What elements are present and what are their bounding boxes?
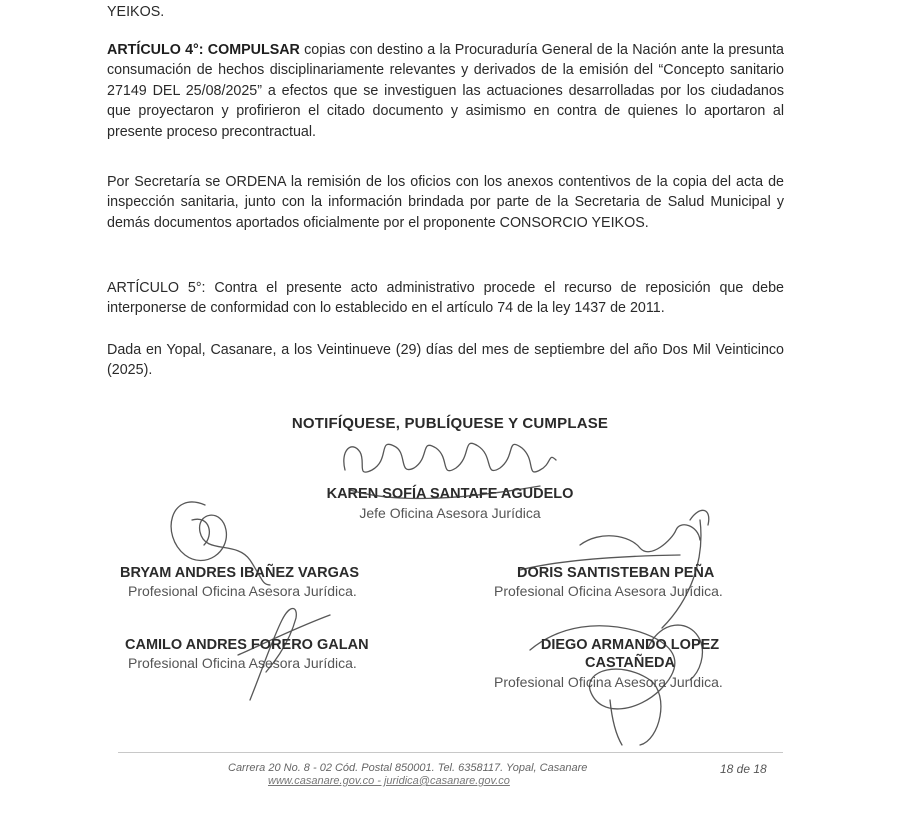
article-4-heading: ARTÍCULO 4°: bbox=[107, 42, 204, 58]
signatory-4-name-line1: DIEGO ARMANDO LOPEZ bbox=[540, 637, 720, 653]
chief-signature-stroke bbox=[344, 443, 556, 472]
signatory-3-role: Profesional Oficina Asesora Jurídica. bbox=[128, 655, 357, 671]
footer-divider bbox=[118, 752, 783, 753]
article-4-text: copias con destino a la Procuraduría General de la Nación ante la presunta consumación de hechos disciplinariamente relevantes y derivados de la emisión del “Concepto sanitario 27149 DEL 25/08/2025” a efectos que se investiguen las actuaciones desarrolladas por los ciudadanos que proyectaron y profirieron el citado documento y asimismo en contra de quienes lo aportaron al presente proceso precontractual. bbox=[107, 42, 784, 140]
secretaria-verb: ORDENA bbox=[225, 174, 286, 190]
top-fragment: YEIKOS. bbox=[107, 4, 165, 20]
signatory-1-name: BRYAM ANDRES IBAÑEZ VARGAS bbox=[120, 565, 360, 581]
article-4-verb: COMPULSAR bbox=[207, 42, 300, 58]
signatory-1-signature-tail bbox=[192, 519, 209, 545]
article-4 bbox=[107, 40, 784, 142]
signatory-1-role: Profesional Oficina Asesora Jurídica. bbox=[128, 583, 357, 599]
signatory-2-name: DORIS SANTISTEBAN PEÑA bbox=[517, 565, 715, 581]
signatory-2-role: Profesional Oficina Asesora Jurídica. bbox=[494, 583, 723, 599]
dada-paragraph: Dada en Yopal, Casanare, a los Veintinueve (29) días del mes de septiembre del año Dos Mil Veinticinco (2025). bbox=[107, 342, 784, 379]
footer-links[interactable]: www.casanare.gov.co - juridica@casanare.gov.co bbox=[268, 775, 510, 787]
article-5 bbox=[107, 278, 784, 319]
article-5-heading: ARTÍCULO 5°: bbox=[107, 280, 206, 296]
page-number: 18 de 18 bbox=[720, 762, 767, 776]
closing-formula: NOTIFÍQUESE, PUBLÍQUESE Y CUMPLASE bbox=[291, 415, 609, 432]
secretaria-paragraph: Por Secretaría se ORDENA la remisión de los oficios con los anexos contentivos de la copia del acta de inspección sanitaria, junto con la información brindada por parte de la Secretaria de Salud Municipal y demás documentos aportados oficialmente por el proponente CONSORCIO YEIKOS. bbox=[107, 174, 784, 231]
chief-name: KAREN SOFÍA SANTAFE AGUDELO bbox=[326, 486, 574, 502]
signatory-4-role: Profesional Oficina Asesora Jurídica. bbox=[494, 674, 723, 690]
article-5-text: Contra el presente acto administrativo procede el recurso de reposición que debe interponerse de conformidad con lo establecido en el artículo 74 de la ley 1437 de 2011. bbox=[107, 280, 784, 317]
chief-role: Jefe Oficina Asesora Jurídica bbox=[359, 505, 541, 521]
signatory-2-signature-hook bbox=[690, 510, 709, 525]
footer-address: Carrera 20 No. 8 - 02 Cód. Postal 850001. Tel. 6358117. Yopal, Casanare bbox=[228, 762, 588, 774]
signatory-4-name-line2: CASTAÑEDA bbox=[585, 655, 675, 671]
signatory-3-name: CAMILO ANDRES FORERO GALAN bbox=[125, 637, 369, 653]
